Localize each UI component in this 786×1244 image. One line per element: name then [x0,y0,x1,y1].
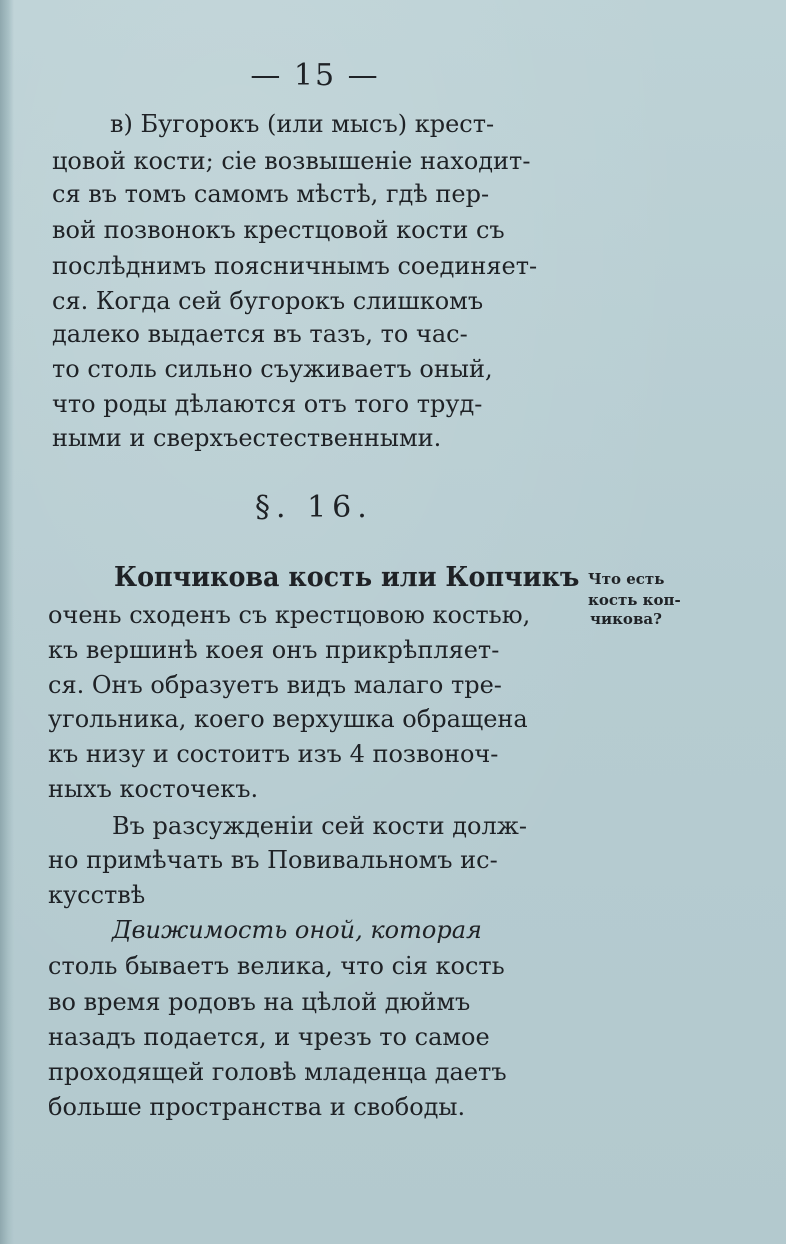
text-line: цовой кости; сіе возвышеніе находит- [52,147,531,175]
text-line: в) Бугорокъ (или мысъ) крест- [110,110,495,138]
text-line: проходящей головѣ младенца даетъ [48,1058,507,1086]
italic-term: Движимость оной, которая [112,916,482,944]
text-line: что роды дѣлаются отъ того труд- [52,390,483,418]
text-line: вой позвонокъ крестцовой кости съ [52,216,505,244]
margin-note-line: кость коп- [588,591,681,609]
text-line: ными и сверхъестественными. [52,424,442,452]
text-line-lead: Копчикова кость или Копчикъ [114,562,580,593]
text-line: назадъ подается, и чрезъ то самое [48,1023,490,1051]
text-line: то столь сильно съуживаетъ оный, [52,355,493,383]
text-line: столь бываетъ велика, что сія кость [48,952,505,980]
text-line: ся. Когда сей бугорокъ слишкомъ [52,287,484,315]
text-line: Въ разсужденіи сей кости долж- [112,812,527,840]
text-line: но примѣчать въ Повивальномъ ис- [48,846,498,874]
page-binding-edge [0,0,14,1244]
text-line: кусствѣ [48,881,146,909]
text-line: во время родовъ на цѣлой дюймъ [48,988,471,1016]
margin-note-line: Что есть [588,570,665,588]
text-line: больше пространства и свободы. [48,1093,466,1121]
text-line: ся въ томъ самомъ мѣстѣ, гдѣ пер- [52,180,490,208]
text-line: ся. Онъ образуетъ видъ малаго тре- [48,671,502,699]
text-line: очень сходенъ съ крестцовою костью, [48,601,531,629]
text-line: къ вершинѣ коея онъ прикрѣпляет- [48,636,500,664]
text-line: послѣднимъ поясничнымъ соединяет- [52,252,538,280]
text-line: угольника, коего верхушка обращена [48,705,528,733]
text-line [112,918,482,942]
margin-note-line: чикова? [590,610,662,628]
page-number: — 15 — [250,58,380,93]
text-line: ныхъ косточекъ. [48,775,259,803]
text-line: къ низу и состоитъ изъ 4 позвоноч- [48,740,499,768]
section-heading: §. 16. [255,490,373,525]
text-line: далеко выдается въ тазъ, то час- [52,320,468,348]
